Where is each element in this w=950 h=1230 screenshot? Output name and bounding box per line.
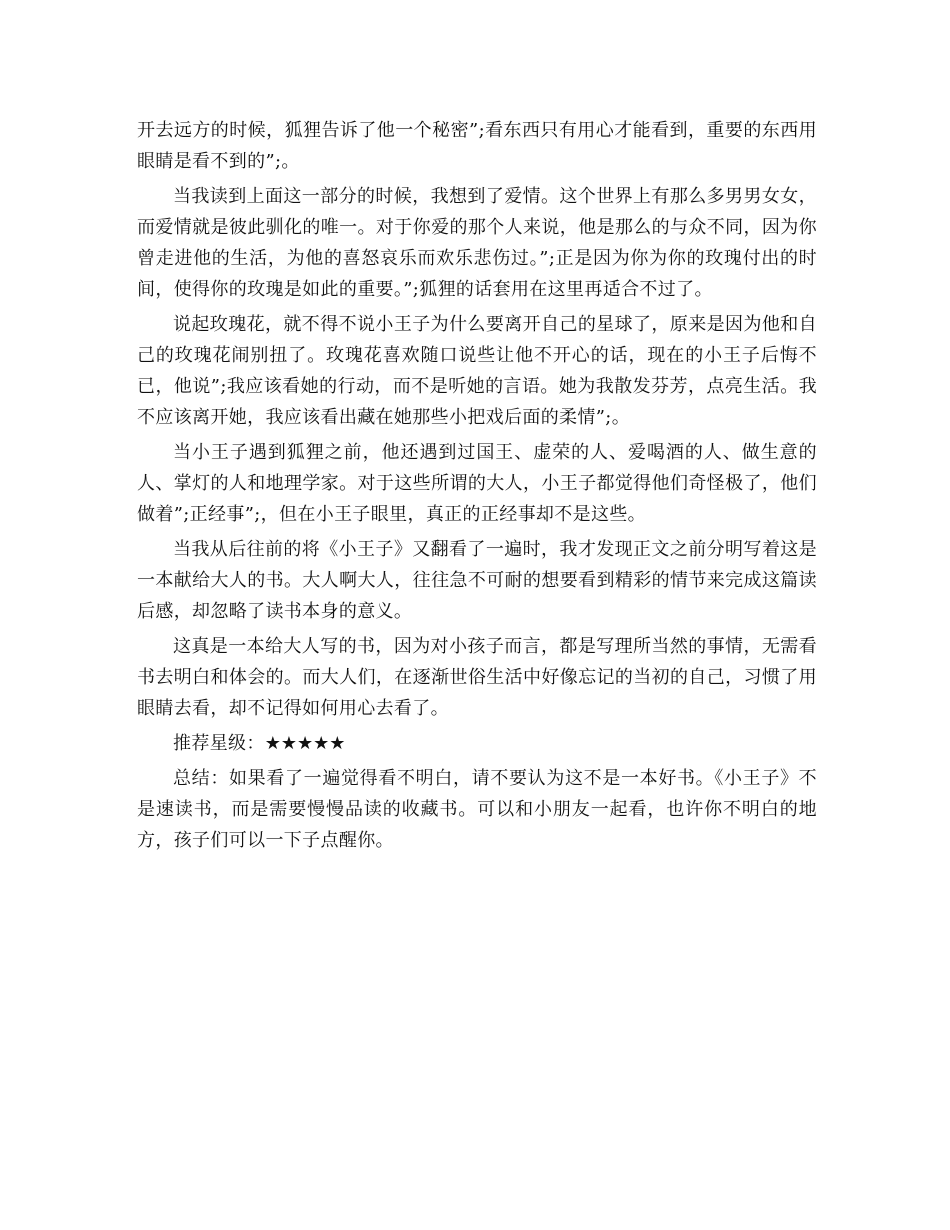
paragraph-rose: 说起玫瑰花，就不得不说小王子为什么要离开自己的星球了，原来是因为他和自己的玫瑰花闹别扭了。玫瑰花喜欢随口说些让他不开心的话，现在的小王子后悔不已，他说”;我应该看她的行动，而不是听她的言语。她为我散发芬芳，点亮生活。我不应该离开她，我应该看出藏在她那些小把戏后面的柔情”;。 — [137, 314, 817, 428]
paragraph-adults-met: 当小王子遇到狐狸之前，他还遇到过国王、虚荣的人、爱喝酒的人、做生意的人、掌灯的人和地理学家。对于这些所谓的大人，小王子都觉得他们奇怪极了，他们做着”;正经事”;，但在小王子眼里，真正的正经事却不是这些。 — [137, 442, 817, 525]
rating-label: 推荐星级： — [173, 733, 265, 754]
paragraph-dedication: 当我从后往前的将《小王子》又翻看了一遍时，我才发现正文之前分明写着这是一本献给大人的书。大人啊大人，往往急不可耐的想要看到精彩的情节来完成这篇读后感，却忽略了读书本身的意义。 — [137, 539, 817, 622]
paragraph-book-for-adults: 这真是一本给大人写的书，因为对小孩子而言，都是写理所当然的事情，无需看书去明白和体会的。而大人们，在逐渐世俗生活中好像忘记的当初的自己，习惯了用眼睛去看，却不记得如何用心去看了。 — [137, 636, 817, 719]
paragraph-summary: 总结：如果看了一遍觉得看不明白，请不要认为这不是一本好书。《小王子》不是速读书，而是需要慢慢品读的收藏书。可以和小朋友一起看，也许你不明白的地方，孩子们可以一下子点醒你。 — [137, 768, 817, 851]
paragraph-love: 当我读到上面这一部分的时候，我想到了爱情。这个世界上有那么多男男女女，而爱情就是彼此驯化的唯一。对于你爱的那个人来说，他是那么的与众不同，因为你曾走进他的生活，为他的喜怒哀乐而欢乐悲伤过。”;正是因为你为你的玫瑰付出的时间，使得你的玫瑰是如此的重要。”;狐狸的话套用在这里再适合不过了。 — [137, 186, 817, 300]
document-body — [137, 115, 817, 860]
star-rating: ★★★★★ — [264, 733, 346, 754]
paragraph-continuation: 开去远方的时候，狐狸告诉了他一个秘密”;看东西只有用心才能看到，重要的东西用眼睛是看不到的”;。 — [137, 120, 817, 172]
rating-line — [137, 728, 817, 759]
